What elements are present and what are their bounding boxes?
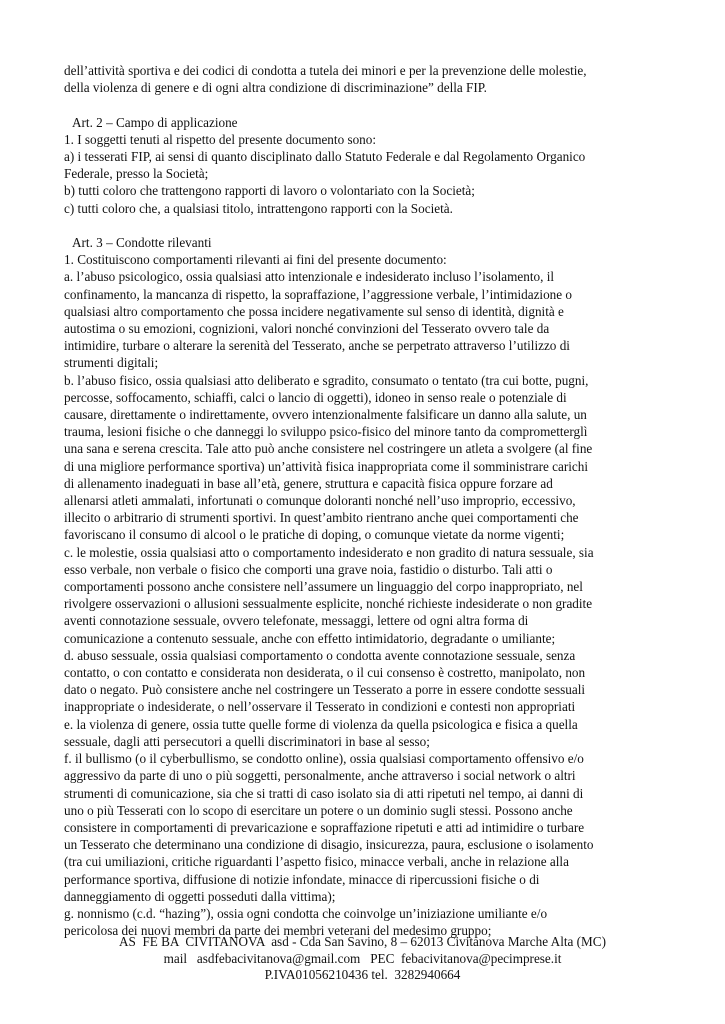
article-3-line: pericolosa dei nuovi membri da parte dei membri veterani del medesimo gruppo; <box>64 923 492 939</box>
document-body <box>64 62 676 939</box>
footer-address: AS FE BA CIVITANOVA asd - Cda San Savino, 8 – 62013 Civitanova Marche Alta (MC) <box>119 934 606 949</box>
article-3-line: di una migliore performance sportiva) un’attività fisica inappropriata come il somministrare carichi <box>64 458 589 474</box>
article-3-line: d. abuso sessuale, ossia qualsiasi comportamento o condotta avente connotazione sessuale, senza <box>64 647 576 663</box>
article-3-line: favoriscano il consumo di alcool o le pratiche di doping, o comunque vietate da norme vigenti; <box>64 527 565 543</box>
article-3-line: un Tesserato che determinano una condizione di disagio, insicurezza, paura, esclusione o isolamento <box>64 837 594 853</box>
intro-paragraph <box>64 62 676 96</box>
paragraph-gap <box>64 217 676 234</box>
article-2-line: Federale, presso la Società; <box>64 166 209 182</box>
article-2-line: c) tutti coloro che, a qualsiasi titolo, intrattengono rapporti con la Società. <box>64 200 453 216</box>
article-3-line: strumenti digitali; <box>64 355 159 371</box>
article-3-line: confinamento, la mancanza di rispetto, la sopraffazione, l’aggressione verbale, l’intimidazione o <box>64 286 573 302</box>
article-3-line: b. l’abuso fisico, ossia qualsiasi atto deliberato e sgradito, consumato o tentato (tra cui botte, pugni, <box>64 372 589 388</box>
article-3-line: 1. Costituiscono comportamenti rilevanti ai fini del presente documento: <box>64 252 447 268</box>
article-3-line: una sana e serena crescita. Tale atto può anche consistere nel costringere un atleta a svolgere (al fine <box>64 441 593 457</box>
article-2 <box>64 114 676 217</box>
article-3-line: consistere in comportamenti di prevaricazione e sopraffazione ripetuti e atti ad intimidire o turbare <box>64 819 585 835</box>
article-2-line: a) i tesserati FIP, ai sensi di quanto disciplinato dallo Statuto Federale e dal Regolamento Organico <box>64 149 586 164</box>
article-2-line: 1. I soggetti tenuti al rispetto del presente documento sono: <box>64 131 377 147</box>
article-3-line: allenarsi atleti ammalati, infortunati o comunque doloranti nonché nell’uso improprio, eccessivo, <box>64 493 576 509</box>
article-2-line: b) tutti coloro che trattengono rapporti di lavoro o volontariato con la Società; <box>64 183 475 199</box>
letterhead-footer <box>0 934 725 984</box>
article-3-line: trauma, lesioni fisiche o che danneggi lo sviluppo psico-fisico del minore tanto da comprometterglì <box>64 424 588 440</box>
article-3-heading: Art. 3 – Condotte rilevanti <box>72 235 212 250</box>
article-3-line: inappropriate o indesiderate, o nell’osservare il Tesserato in condizioni e contesti non appropriati <box>64 699 576 715</box>
article-3-line: f. il bullismo (o il cyberbullismo, se condotto online), ossia qualsiasi comportamento offensivo e/o <box>64 751 584 767</box>
article-3-line: esso verbale, non verbale o fisico che comporti una grave noia, fastidio o disturbo. Tali atti o <box>64 561 553 577</box>
article-3-line: autostima o su emozioni, cognizioni, valori nonché convinzioni del Tesserato ovvero tale da <box>64 321 550 337</box>
article-3-line: sessuale, dagli atti persecutori a quelli discriminatori in base al sesso; <box>64 733 430 749</box>
article-3-line: aggressivo da parte di uno o più soggetti, personalmente, anche attraverso i social network o altri <box>64 768 576 784</box>
article-3-line: c. le molestie, ossia qualsiasi atto o comportamento indesiderato e non gradito di natura sessuale, sia <box>64 544 594 560</box>
article-3-line: strumenti di comunicazione, sia che si tratti di caso isolato sia di atti ripetuti nel tempo, ai danni di <box>64 785 584 801</box>
article-3-line: a. l’abuso psicologico, ossia qualsiasi atto intenzionale e indesiderato incluso l’isolamento, il <box>64 269 555 285</box>
article-3-line: contatto, o con contatto e considerata non desiderata, o il cui consenso è costretto, manipolato, non <box>64 665 586 681</box>
article-2-heading: Art. 2 – Campo di applicazione <box>72 114 238 130</box>
article-3-line: e. la violenza di genere, ossia tutte quelle forme di violenza da quella psicologica e fisica a quella <box>64 716 578 732</box>
article-3 <box>64 234 676 939</box>
article-3-line: qualsiasi altro comportamento che possa incidere negativamente sul senso di identità, dignità e <box>64 303 564 319</box>
footer-vat-phone: P.IVA01056210436 tel. 3282940664 <box>264 967 461 982</box>
article-3-line: performance sportiva, diffusione di notizie infondate, minacce di ripercussioni fisiche o di <box>64 871 540 887</box>
intro-line: dell’attività sportiva e dei codici di condotta a tutela dei minori e per la prevenzione delle molestie, <box>64 63 587 78</box>
article-3-line: (tra cui umiliazioni, critiche riguardanti l’aspetto fisico, minacce verbali, anche in relazione alla <box>64 854 569 870</box>
article-3-line: causare, direttamente o indirettamente, ovvero intenzionalmente falsificare un danno alla salute, un <box>64 407 587 423</box>
article-3-line: percosse, soffocamento, schiaffi, calci o lancio di oggetti), idoneo in senso reale o potenziale di <box>64 389 567 405</box>
article-3-line: uno o più Tesserati con lo scopo di esercitare un potere o un dominio sugli stessi. Possono anche <box>64 802 573 818</box>
intro-line: della violenza di genere e di ogni altra condizione di discriminazione” della FIP. <box>64 80 487 96</box>
article-3-line: rivolgere osservazioni o allusioni sessualmente esplicite, nonché richieste indesiderate o non gradite <box>64 596 593 612</box>
article-3-line: g. nonnismo (c.d. “hazing”), ossia ogni condotta che coinvolge un’iniziazione umiliante e/o <box>64 905 548 921</box>
article-3-line: illecito o arbitrario di strumenti sportivi. In quest’ambito rientrano anche quei comportamenti che <box>64 510 579 526</box>
article-3-line: danneggiamento di oggetti posseduti dalla vittima); <box>64 888 336 904</box>
footer-contacts: mail asdfebacivitanova@gmail.com PEC febacivitanova@pecimprese.it <box>163 950 562 966</box>
article-3-line: dato o negato. Può consistere anche nel costringere un Tesserato a porre in essere condotte sessuali <box>64 682 586 698</box>
article-3-line: comunicazione a contenuto sessuale, anche con effetto intimidatorio, degradante o umiliante; <box>64 630 556 646</box>
article-3-line: comportamenti possono anche consistere nell’assumere un linguaggio del corpo inappropriato, nel <box>64 579 583 595</box>
paragraph-gap <box>64 96 676 113</box>
article-3-line: aventi connotazione sessuale, ovvero telefonate, messaggi, lettere od ogni altra forma di <box>64 613 529 629</box>
article-3-line: di allenamento inadeguati in base all’età, genere, struttura e capacità fisica oppure forzare ad <box>64 475 553 491</box>
article-3-line: intimidire, turbare o alterare la serenità del Tesserato, anche se perpetrato attraverso l’utilizzo di <box>64 338 570 354</box>
